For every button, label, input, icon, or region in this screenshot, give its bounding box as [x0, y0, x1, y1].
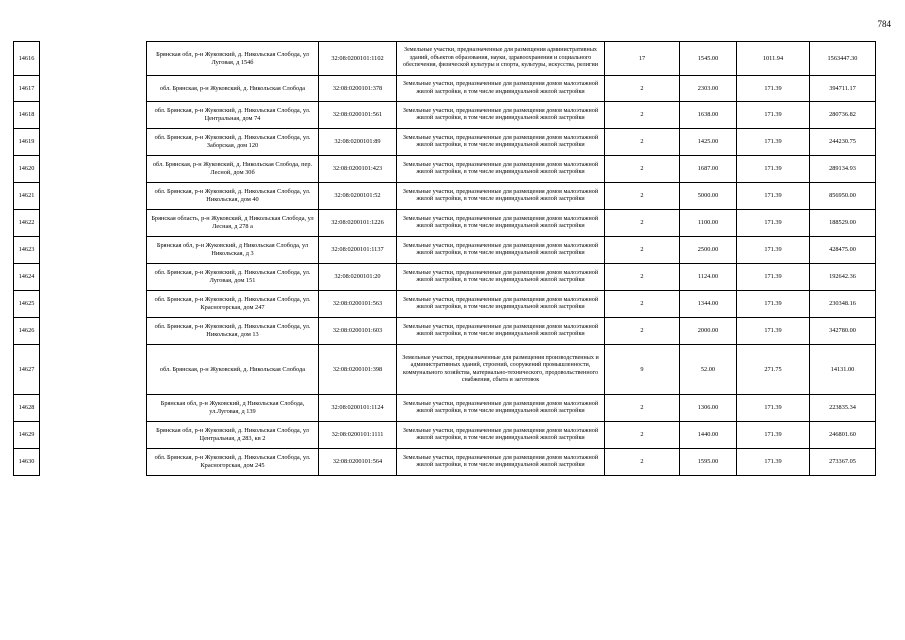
table-row: [14, 449, 876, 476]
table-row: [14, 237, 876, 264]
row-number: 14620: [14, 156, 40, 183]
group-cell: 17: [605, 42, 680, 76]
area-cell: 1440.00: [680, 422, 737, 449]
row-number: 14630: [14, 449, 40, 476]
row-number: 14617: [14, 76, 40, 102]
group-cell: 9: [605, 345, 680, 395]
rate-cell: 171.39: [737, 237, 810, 264]
table-row: [14, 183, 876, 210]
address-cell: обл. Брянская, р-н Жуковский, д. Никольская Слобода, ул. Никольская, дом 13: [147, 318, 319, 345]
land-use-description-cell: Земельные участки, предназначенные для размещения домов малоэтажной жилой застройки, в том числе индивидуальной жилой застройки: [397, 129, 605, 156]
spacer-cell: [40, 76, 147, 102]
spacer-cell: [40, 237, 147, 264]
area-cell: 1306.00: [680, 395, 737, 422]
cadastral-number-cell: 32:08:0200101:52: [319, 183, 397, 210]
row-number: 14627: [14, 345, 40, 395]
address-cell: обл. Брянская, р-н Жуковский, д. Никольская Слобода, ул. Красногорская, дом 245: [147, 449, 319, 476]
cadastral-number-cell: 32:08:0200101:1226: [319, 210, 397, 237]
rate-cell: 171.39: [737, 395, 810, 422]
cadastral-value-cell: 188529.00: [810, 210, 876, 237]
rate-cell: 171.39: [737, 291, 810, 318]
address-cell: обл. Брянская, р-н Жуковский, д. Никольская Слобода, пер. Лесной, дом 30б: [147, 156, 319, 183]
land-use-description-cell: Земельные участки, предназначенные для размещения административных зданий, объектов образования, науки, здравоохранения и социального обеспечения, физической культуры и спорта, культуры, искусства, религии: [397, 42, 605, 76]
spacer-cell: [40, 264, 147, 291]
land-use-description-cell: Земельные участки, предназначенные для размещения домов малоэтажной жилой застройки, в том числе индивидуальной жилой застройки: [397, 210, 605, 237]
group-cell: 2: [605, 264, 680, 291]
spacer-cell: [40, 102, 147, 129]
area-cell: 5000.00: [680, 183, 737, 210]
land-use-description-cell: Земельные участки, предназначенные для размещения домов малоэтажной жилой застройки, в том числе индивидуальной жилой застройки: [397, 156, 605, 183]
area-cell: 1595.00: [680, 449, 737, 476]
area-cell: 52.00: [680, 345, 737, 395]
group-cell: 2: [605, 102, 680, 129]
address-cell: обл. Брянская, р-н Жуковский, д. Никольская Слобода: [147, 76, 319, 102]
table-row: [14, 291, 876, 318]
group-cell: 2: [605, 422, 680, 449]
land-use-description-cell: Земельные участки, предназначенные для размещения домов малоэтажной жилой застройки, в том числе индивидуальной жилой застройки: [397, 264, 605, 291]
land-use-description-cell: Земельные участки, предназначенные для размещения домов малоэтажной жилой застройки, в том числе индивидуальной жилой застройки: [397, 183, 605, 210]
cadastral-value-cell: 192642.36: [810, 264, 876, 291]
cadastral-value-cell: 223835.34: [810, 395, 876, 422]
rate-cell: 171.39: [737, 318, 810, 345]
address-cell: обл. Брянская, р-н Жуковский, д. Никольская Слобода, ул. Луговая, дом 151: [147, 264, 319, 291]
address-cell: Брянская обл, р-н Жуковский, д Никольская Слобода, ул Никольская, д 3: [147, 237, 319, 264]
cadastral-number-cell: 32:08:0200101:423: [319, 156, 397, 183]
cadastral-value-cell: 14131.00: [810, 345, 876, 395]
row-number: 14618: [14, 102, 40, 129]
cadastral-number-cell: 32:08:0200101:603: [319, 318, 397, 345]
table-row: [14, 156, 876, 183]
cadastral-value-cell: 230348.16: [810, 291, 876, 318]
group-cell: 2: [605, 183, 680, 210]
table-row: [14, 42, 876, 76]
area-cell: 1545.00: [680, 42, 737, 76]
area-cell: 1344.00: [680, 291, 737, 318]
row-number: 14626: [14, 318, 40, 345]
cadastral-number-cell: 32:08:0200101:1137: [319, 237, 397, 264]
rate-cell: 171.39: [737, 422, 810, 449]
cadastral-number-cell: 32:08:0200101:563: [319, 291, 397, 318]
row-number: 14629: [14, 422, 40, 449]
cadastral-number-cell: 32:08:0200101:1111: [319, 422, 397, 449]
land-use-description-cell: Земельные участки, предназначенные для размещения домов малоэтажной жилой застройки, в том числе индивидуальной жилой застройки: [397, 237, 605, 264]
area-cell: 1638.00: [680, 102, 737, 129]
land-use-description-cell: Земельные участки, предназначенные для размещения домов малоэтажной жилой застройки, в том числе индивидуальной жилой застройки: [397, 395, 605, 422]
land-use-description-cell: Земельные участки, предназначенные для размещения производственных и административных зданий, строений, сооружений промышленности, коммунального хозяйства, материально-технического, продовольственного снабжения, сбыта и заготовок: [397, 345, 605, 395]
address-cell: Брянская область, р-н Жуковский, д Никольская Слобода, ул Лесная, д 278 а: [147, 210, 319, 237]
rate-cell: 1011.94: [737, 42, 810, 76]
group-cell: 2: [605, 237, 680, 264]
land-use-description-cell: Земельные участки, предназначенные для размещения домов малоэтажной жилой застройки, в том числе индивидуальной жилой застройки: [397, 449, 605, 476]
address-cell: Брянская обл, р-н Жуковский, д. Никольская Слобода, ул Центральная, д 283, кв 2: [147, 422, 319, 449]
group-cell: 2: [605, 129, 680, 156]
cadastral-number-cell: 32:08:0200101:20: [319, 264, 397, 291]
spacer-cell: [40, 129, 147, 156]
land-use-description-cell: Земельные участки, предназначенные для размещения домов малоэтажной жилой застройки, в том числе индивидуальной жилой застройки: [397, 291, 605, 318]
table-row: [14, 129, 876, 156]
table-row: [14, 102, 876, 129]
cadastral-value-cell: 428475.00: [810, 237, 876, 264]
area-cell: 1124.00: [680, 264, 737, 291]
row-number: 14624: [14, 264, 40, 291]
land-use-description-cell: Земельные участки, предназначенные для размещения домов малоэтажной жилой застройки, в том числе индивидуальной жилой застройки: [397, 76, 605, 102]
row-number: 14616: [14, 42, 40, 76]
group-cell: 2: [605, 210, 680, 237]
address-cell: обл. Брянская, р-н Жуковский, д. Никольская Слобода, ул. Центральная, дом 74: [147, 102, 319, 129]
cadastral-value-cell: 856950.00: [810, 183, 876, 210]
area-cell: 2500.00: [680, 237, 737, 264]
spacer-cell: [40, 345, 147, 395]
page-number: 784: [877, 19, 891, 29]
cadastral-value-cell: 280736.82: [810, 102, 876, 129]
table-row: [14, 422, 876, 449]
table-body: [14, 42, 876, 476]
cadastral-number-cell: 32:08:0200101:1124: [319, 395, 397, 422]
rate-cell: 171.39: [737, 264, 810, 291]
spacer-cell: [40, 210, 147, 237]
address-cell: обл. Брянская, р-н Жуковский, д. Никольская Слобода, ул. Заборская, дом 120: [147, 129, 319, 156]
address-cell: обл. Брянская, р-н Жуковский, д. Никольская Слобода: [147, 345, 319, 395]
spacer-cell: [40, 291, 147, 318]
spacer-cell: [40, 318, 147, 345]
table-row: [14, 318, 876, 345]
table-row: [14, 210, 876, 237]
rate-cell: 171.39: [737, 449, 810, 476]
cadastral-value-table: [13, 41, 876, 476]
row-number: 14628: [14, 395, 40, 422]
spacer-cell: [40, 395, 147, 422]
address-cell: Брянская обл, р-н Жуковский, д Никольская Слобода, ул.Луговая, д 139: [147, 395, 319, 422]
area-cell: 1425.00: [680, 129, 737, 156]
area-cell: 2000.00: [680, 318, 737, 345]
spacer-cell: [40, 156, 147, 183]
land-use-description-cell: Земельные участки, предназначенные для размещения домов малоэтажной жилой застройки, в том числе индивидуальной жилой застройки: [397, 318, 605, 345]
row-number: 14623: [14, 237, 40, 264]
address-cell: Брянская обл, р-н Жуковский, д. Никольская Слобода, ул Луговая, д 154б: [147, 42, 319, 76]
rate-cell: 171.39: [737, 102, 810, 129]
group-cell: 2: [605, 449, 680, 476]
group-cell: 2: [605, 76, 680, 102]
cadastral-value-cell: 1563447.30: [810, 42, 876, 76]
address-cell: обл. Брянская, р-н Жуковский, д. Никольская Слобода, ул. Никольская, дом 40: [147, 183, 319, 210]
cadastral-value-cell: 394711.17: [810, 76, 876, 102]
table-row: [14, 395, 876, 422]
cadastral-value-cell: 342780.00: [810, 318, 876, 345]
cadastral-number-cell: 32:08:0200101:561: [319, 102, 397, 129]
group-cell: 2: [605, 156, 680, 183]
spacer-cell: [40, 183, 147, 210]
row-number: 14625: [14, 291, 40, 318]
rate-cell: 271.75: [737, 345, 810, 395]
rate-cell: 171.39: [737, 76, 810, 102]
spacer-cell: [40, 42, 147, 76]
table-row: [14, 76, 876, 102]
group-cell: 2: [605, 318, 680, 345]
area-cell: 1687.00: [680, 156, 737, 183]
row-number: 14621: [14, 183, 40, 210]
area-cell: 2303.00: [680, 76, 737, 102]
cadastral-value-cell: 246801.60: [810, 422, 876, 449]
table-row: [14, 264, 876, 291]
group-cell: 2: [605, 395, 680, 422]
spacer-cell: [40, 422, 147, 449]
spacer-cell: [40, 449, 147, 476]
cadastral-number-cell: 32:08:0200101:1102: [319, 42, 397, 76]
row-number: 14622: [14, 210, 40, 237]
address-cell: обл. Брянская, р-н Жуковский, д. Никольская Слобода, ул. Красногорская, дом 247: [147, 291, 319, 318]
land-use-description-cell: Земельные участки, предназначенные для размещения домов малоэтажной жилой застройки, в том числе индивидуальной жилой застройки: [397, 102, 605, 129]
rate-cell: 171.39: [737, 156, 810, 183]
cadastral-number-cell: 32:08:0200101:398: [319, 345, 397, 395]
group-cell: 2: [605, 291, 680, 318]
cadastral-number-cell: 32:08:0200101:378: [319, 76, 397, 102]
table-row: [14, 345, 876, 395]
cadastral-number-cell: 32:08:0200101:564: [319, 449, 397, 476]
rate-cell: 171.39: [737, 129, 810, 156]
cadastral-value-cell: 289134.93: [810, 156, 876, 183]
area-cell: 1100.00: [680, 210, 737, 237]
row-number: 14619: [14, 129, 40, 156]
cadastral-number-cell: 32:08:0200101:89: [319, 129, 397, 156]
land-use-description-cell: Земельные участки, предназначенные для размещения домов малоэтажной жилой застройки, в том числе индивидуальной жилой застройки: [397, 422, 605, 449]
cadastral-value-cell: 244230.75: [810, 129, 876, 156]
cadastral-value-cell: 273367.05: [810, 449, 876, 476]
rate-cell: 171.39: [737, 183, 810, 210]
rate-cell: 171.39: [737, 210, 810, 237]
